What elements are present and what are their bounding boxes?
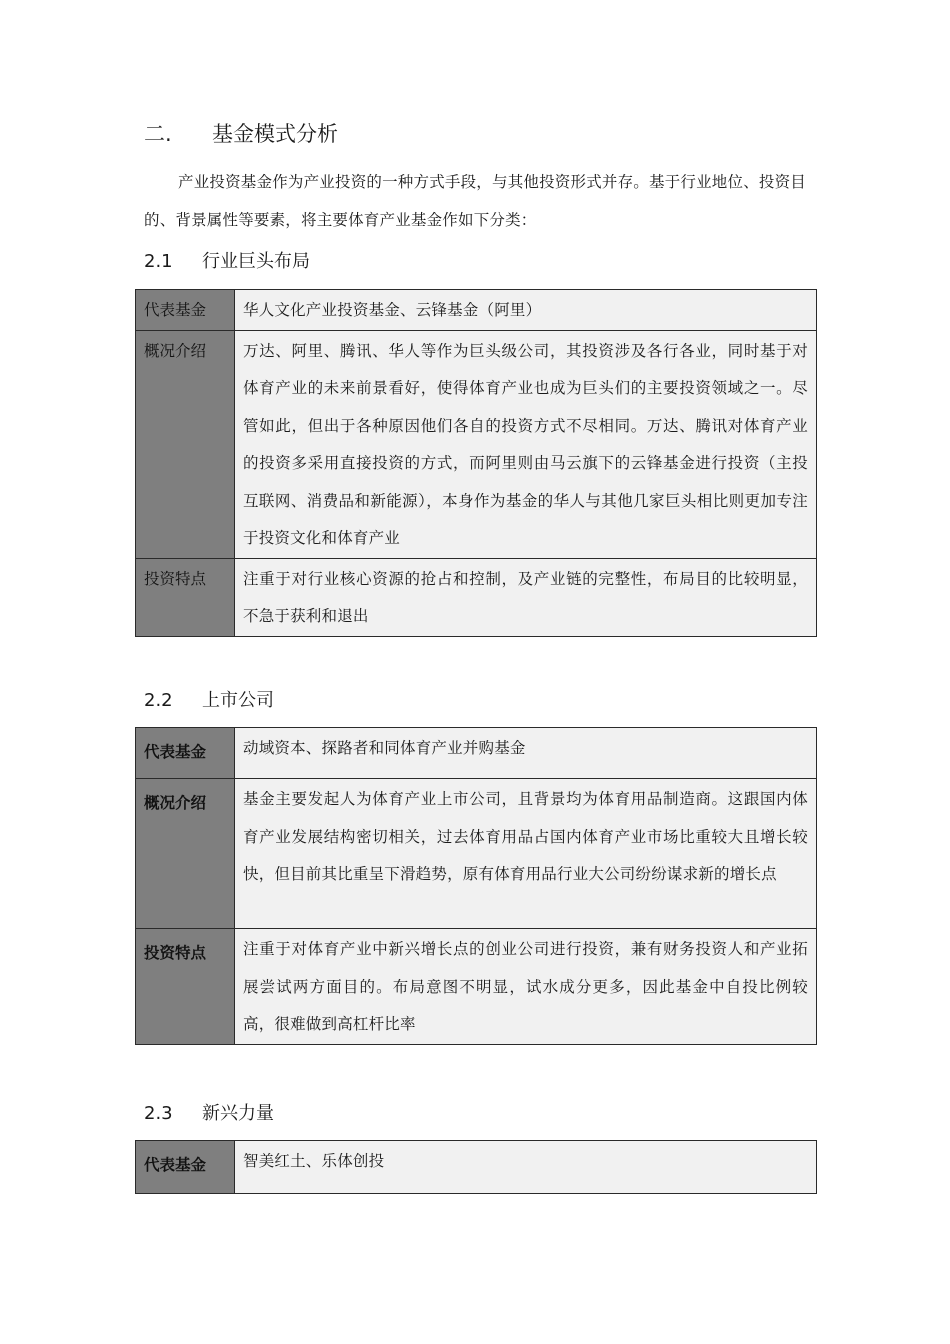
row-value: 注重于对体育产业中新兴增长点的创业公司进行投资，兼有财务投资人和产业拓展尝试两方面目的。布局意图不明显，试水成分更多，因此基金中自投比例较高，很难做到高杠杆比率 bbox=[235, 929, 817, 1045]
table-row bbox=[136, 330, 817, 558]
row-key: 代表基金 bbox=[136, 1141, 235, 1194]
row-key: 代表基金 bbox=[136, 728, 235, 779]
subsection-title: 新兴力量 bbox=[202, 1103, 274, 1124]
subsection-heading bbox=[144, 247, 310, 273]
fund-table bbox=[135, 289, 817, 637]
row-value: 智美红土、乐体创投 bbox=[235, 1141, 817, 1194]
intro-paragraph: 产业投资基金作为产业投资的一种方式手段，与其他投资形式并存。基于行业地位、投资目的、背景属性等要素，将主要体育产业基金作如下分类： bbox=[144, 173, 807, 229]
row-value: 华人文化产业投资基金、云锋基金（阿里） bbox=[235, 290, 817, 331]
table-row bbox=[136, 1141, 817, 1194]
subsection-heading bbox=[144, 1099, 274, 1125]
row-value: 万达、阿里、腾讯、华人等作为巨头级公司，其投资涉及各行各业，同时基于对体育产业的未来前景看好，使得体育产业也成为巨头们的主要投资领域之一。尽管如此，但出于各种原因他们各自的投资方式不尽相同。万达、腾讯对体育产业的投资多采用直接投资的方式，而阿里则由马云旗下的云锋基金进行投资（主投互联网、消费品和新能源），本身作为基金的华人与其他几家巨头相比则更加专注于投资文化和体育产业 bbox=[235, 330, 817, 558]
section-title: 基金模式分析 bbox=[212, 122, 338, 146]
subsection-number: 2.3 bbox=[144, 1103, 173, 1124]
subsection-number: 2.2 bbox=[144, 690, 173, 711]
subsection-title: 上市公司 bbox=[202, 690, 274, 711]
subsection-number: 2.1 bbox=[144, 251, 173, 272]
row-key: 投资特点 bbox=[136, 558, 235, 636]
fund-table bbox=[135, 727, 817, 1045]
row-value: 注重于对行业核心资源的抢占和控制，及产业链的完整性，布局目的比较明显，不急于获利和退出 bbox=[235, 558, 817, 636]
section-number: 二. bbox=[144, 122, 172, 146]
row-value: 动域资本、探路者和同体育产业并购基金 bbox=[235, 728, 817, 779]
fund-table bbox=[135, 1140, 817, 1194]
subsection-title: 行业巨头布局 bbox=[202, 251, 310, 272]
section-heading bbox=[144, 118, 338, 148]
table-row bbox=[136, 728, 817, 779]
table-row bbox=[136, 779, 817, 929]
subsection-heading bbox=[144, 686, 274, 712]
table-row bbox=[136, 929, 817, 1045]
row-value: 基金主要发起人为体育产业上市公司，且背景均为体育用品制造商。这跟国内体育产业发展结构密切相关，过去体育用品占国内体育产业市场比重较大且增长较快，但目前其比重呈下滑趋势，原有体育用品行业大公司纷纷谋求新的增长点 bbox=[235, 779, 817, 929]
row-key: 投资特点 bbox=[136, 929, 235, 1045]
table-row bbox=[136, 558, 817, 636]
row-key: 概况介绍 bbox=[136, 330, 235, 558]
row-key: 代表基金 bbox=[136, 290, 235, 331]
table-row bbox=[136, 290, 817, 331]
row-key: 概况介绍 bbox=[136, 779, 235, 929]
